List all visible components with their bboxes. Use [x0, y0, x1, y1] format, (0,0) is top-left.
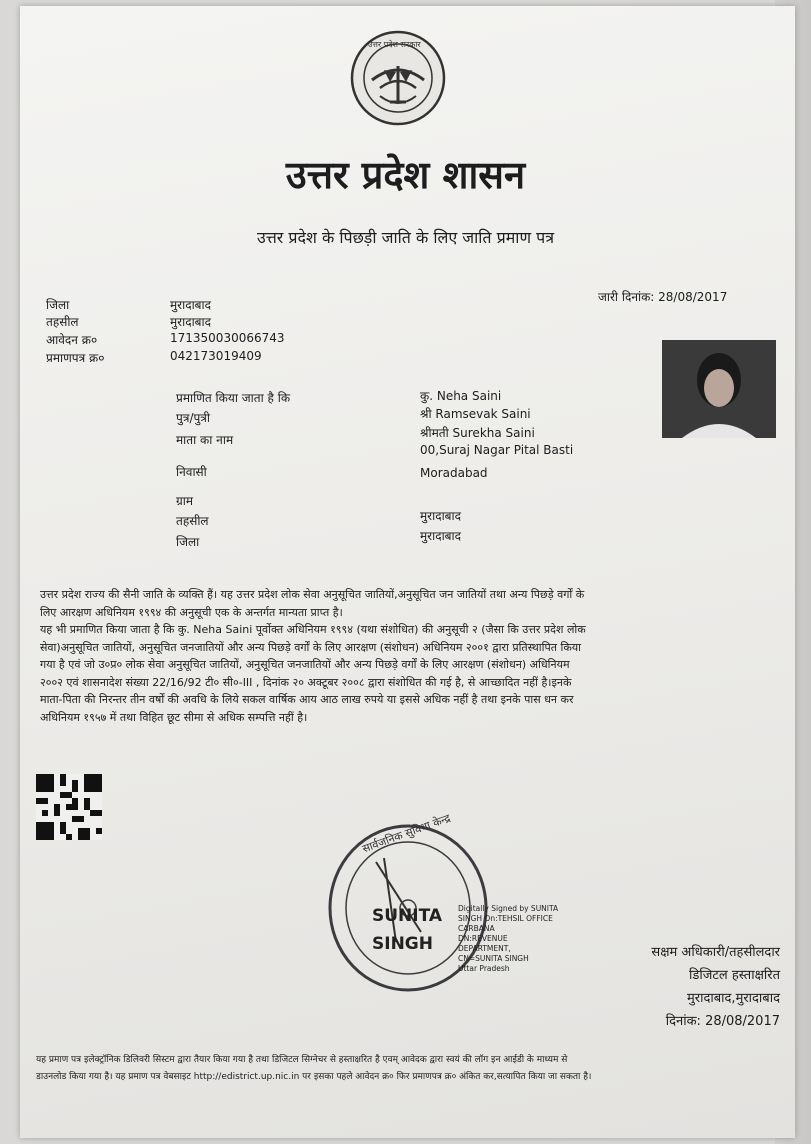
son-daughter-label: पुत्र/पुत्री	[176, 411, 211, 425]
certificate-body	[40, 586, 792, 726]
issue-date: जारी दिनांक: 28/08/2017	[598, 290, 728, 304]
father-name: श्री Ramsevak Saini	[420, 407, 531, 421]
body-line: उत्तर प्रदेश राज्य की सैनी जाति के व्यक्ति हैं। यह उत्तर प्रदेश लोक सेवा अनुसूचित जातियों,अनुसूचित जन जातियों तथा अन्य पिछड़े वर्गों के	[40, 588, 585, 601]
applicant-photo	[662, 340, 776, 438]
signature-line: DEPARTMENT,	[458, 944, 511, 953]
certified-label: प्रमाणित किया जाता है कि	[176, 391, 291, 405]
person-district-label: जिला	[176, 535, 200, 549]
applicant-name: कु. Neha Saini	[420, 389, 502, 403]
address-line1: 00,Suraj Nagar Pital Basti	[420, 443, 574, 457]
village-label: ग्राम	[176, 494, 194, 508]
signature-line: Digitally Signed by SUNITA	[458, 904, 559, 913]
digitally-signed-label: डिजिटल हस्ताक्षरित	[689, 968, 780, 983]
tehsil-value: मुरादाबाद	[170, 315, 212, 329]
officer-title: सक्षम अधिकारी/तहसीलदार	[651, 945, 780, 960]
signature-line: CN=SUNITA SINGH	[458, 954, 529, 963]
signature-line: Uttar Pradesh	[458, 964, 510, 973]
footer-note	[36, 1052, 796, 1086]
signature-line: DN:REVENUE	[458, 934, 508, 943]
application-no-label: आवेदन क्र०	[46, 333, 98, 347]
officer-location: मुरादाबाद,मुरादाबाद	[687, 991, 780, 1006]
resident-label: निवासी	[176, 465, 207, 479]
body-line: अधिनियम १९५७ में तथा विहित छूट सीमा से अधिक सम्पत्ति नहीं है।	[40, 710, 308, 724]
body-line: यह भी प्रमाणित किया जाता है कि कु. Neha Saini पूर्वोक्त अधिनियम १९९४ (यथा संशोधित) की अनुसूची २ (जैसा कि उत्तर प्रदेश लोक	[40, 623, 586, 636]
seal-caption: सार्वजनिक सुविधा केन्द्र	[360, 811, 453, 856]
certificate-no-label: प्रमाणपत्र क्र०	[46, 351, 105, 365]
district-value: मुरादाबाद	[170, 298, 212, 312]
person-tehsil-value: मुरादाबाद	[420, 509, 462, 523]
digital-signature-info	[458, 904, 588, 974]
body-line: माता-पिता की निरन्तर तीन वर्षों की अवधि के लिये सकल वार्षिक आय आठ लाख रुपये या इससे अधिक नहीं है तथा इनके पास धन कर	[40, 693, 574, 706]
signer-name-line1: SUNITA	[372, 906, 443, 926]
mother-name: श्रीमती Surekha Saini	[420, 426, 535, 440]
district-label: जिला	[46, 298, 70, 312]
address-line2: Moradabad	[420, 466, 488, 480]
officer-date: दिनांक: 28/08/2017	[665, 1014, 780, 1029]
person-tehsil-label: तहसील	[176, 514, 209, 528]
body-line: २००२ एवं शासनादेश संख्या 22/16/92 टी० सी०-III , दिनांक २० अक्टूबर २००८ द्वारा संशोधित की गई है, से आच्छादित नहीं है।इनके	[40, 675, 572, 689]
signature-line: SINGH On:TEHSIL OFFICE	[458, 914, 553, 923]
signer-name-line2: SINGH	[372, 934, 433, 954]
mother-name-label: माता का नाम	[176, 433, 234, 447]
page-title: उत्तर प्रदेश शासन	[285, 153, 526, 197]
footer-line: यह प्रमाण पत्र इलेक्ट्रॉनिक डिलिवरी सिस्टम द्वारा तैयार किया गया है तथा डिजिटल सिग्नेचर से हस्ताक्षरित है एवम् आवेदक द्वारा स्वयं की लॉग इन आईडी के माध्यम से	[36, 1055, 568, 1065]
body-line: गया है एवं जो उ०प्र० लोक सेवा अनुसूचित जातियों, अनुसूचित जनजातियों और अन्य पिछड़े वर्गों के लिए आरक्षण (संशोधन) अधिनियम	[40, 658, 570, 671]
application-no-value: 171350030066743	[170, 331, 285, 345]
tehsil-label: तहसील	[46, 315, 79, 329]
qr-code-icon	[36, 774, 102, 840]
body-line: सेवा)अनुसूचित जातियों, अनुसूचित जनजातियों और अन्य पिछड़े वर्गों के लिए आरक्षण (संशोधन) अधिनियम २००१ द्वारा प्रतिस्थापित किया	[40, 640, 582, 654]
body-line: लिए आरक्षण अधिनियम १९९४ की अनुसूची एक के अन्तर्गत मान्यता प्राप्त है।	[40, 605, 343, 619]
emblem-caption: उत्तर प्रदेश सरकार	[368, 40, 421, 49]
signature-line: CARBANA	[458, 924, 495, 933]
certificate-no-value: 042173019409	[170, 349, 262, 363]
certificate-subtitle: उत्तर प्रदेश के पिछड़ी जाति के लिए जाति प्रमाण पत्र	[256, 228, 555, 247]
person-district-value: मुरादाबाद	[420, 529, 462, 543]
footer-line: डाउनलोड किया गया है। यह प्रमाण पत्र वेबसाइट http://edistrict.up.nic.in पर इसका पहले आवेदन क्र० फिर प्रमाणपत्र क्र० अंकित कर,सत्यापित किया जा सकता है।	[36, 1072, 592, 1082]
